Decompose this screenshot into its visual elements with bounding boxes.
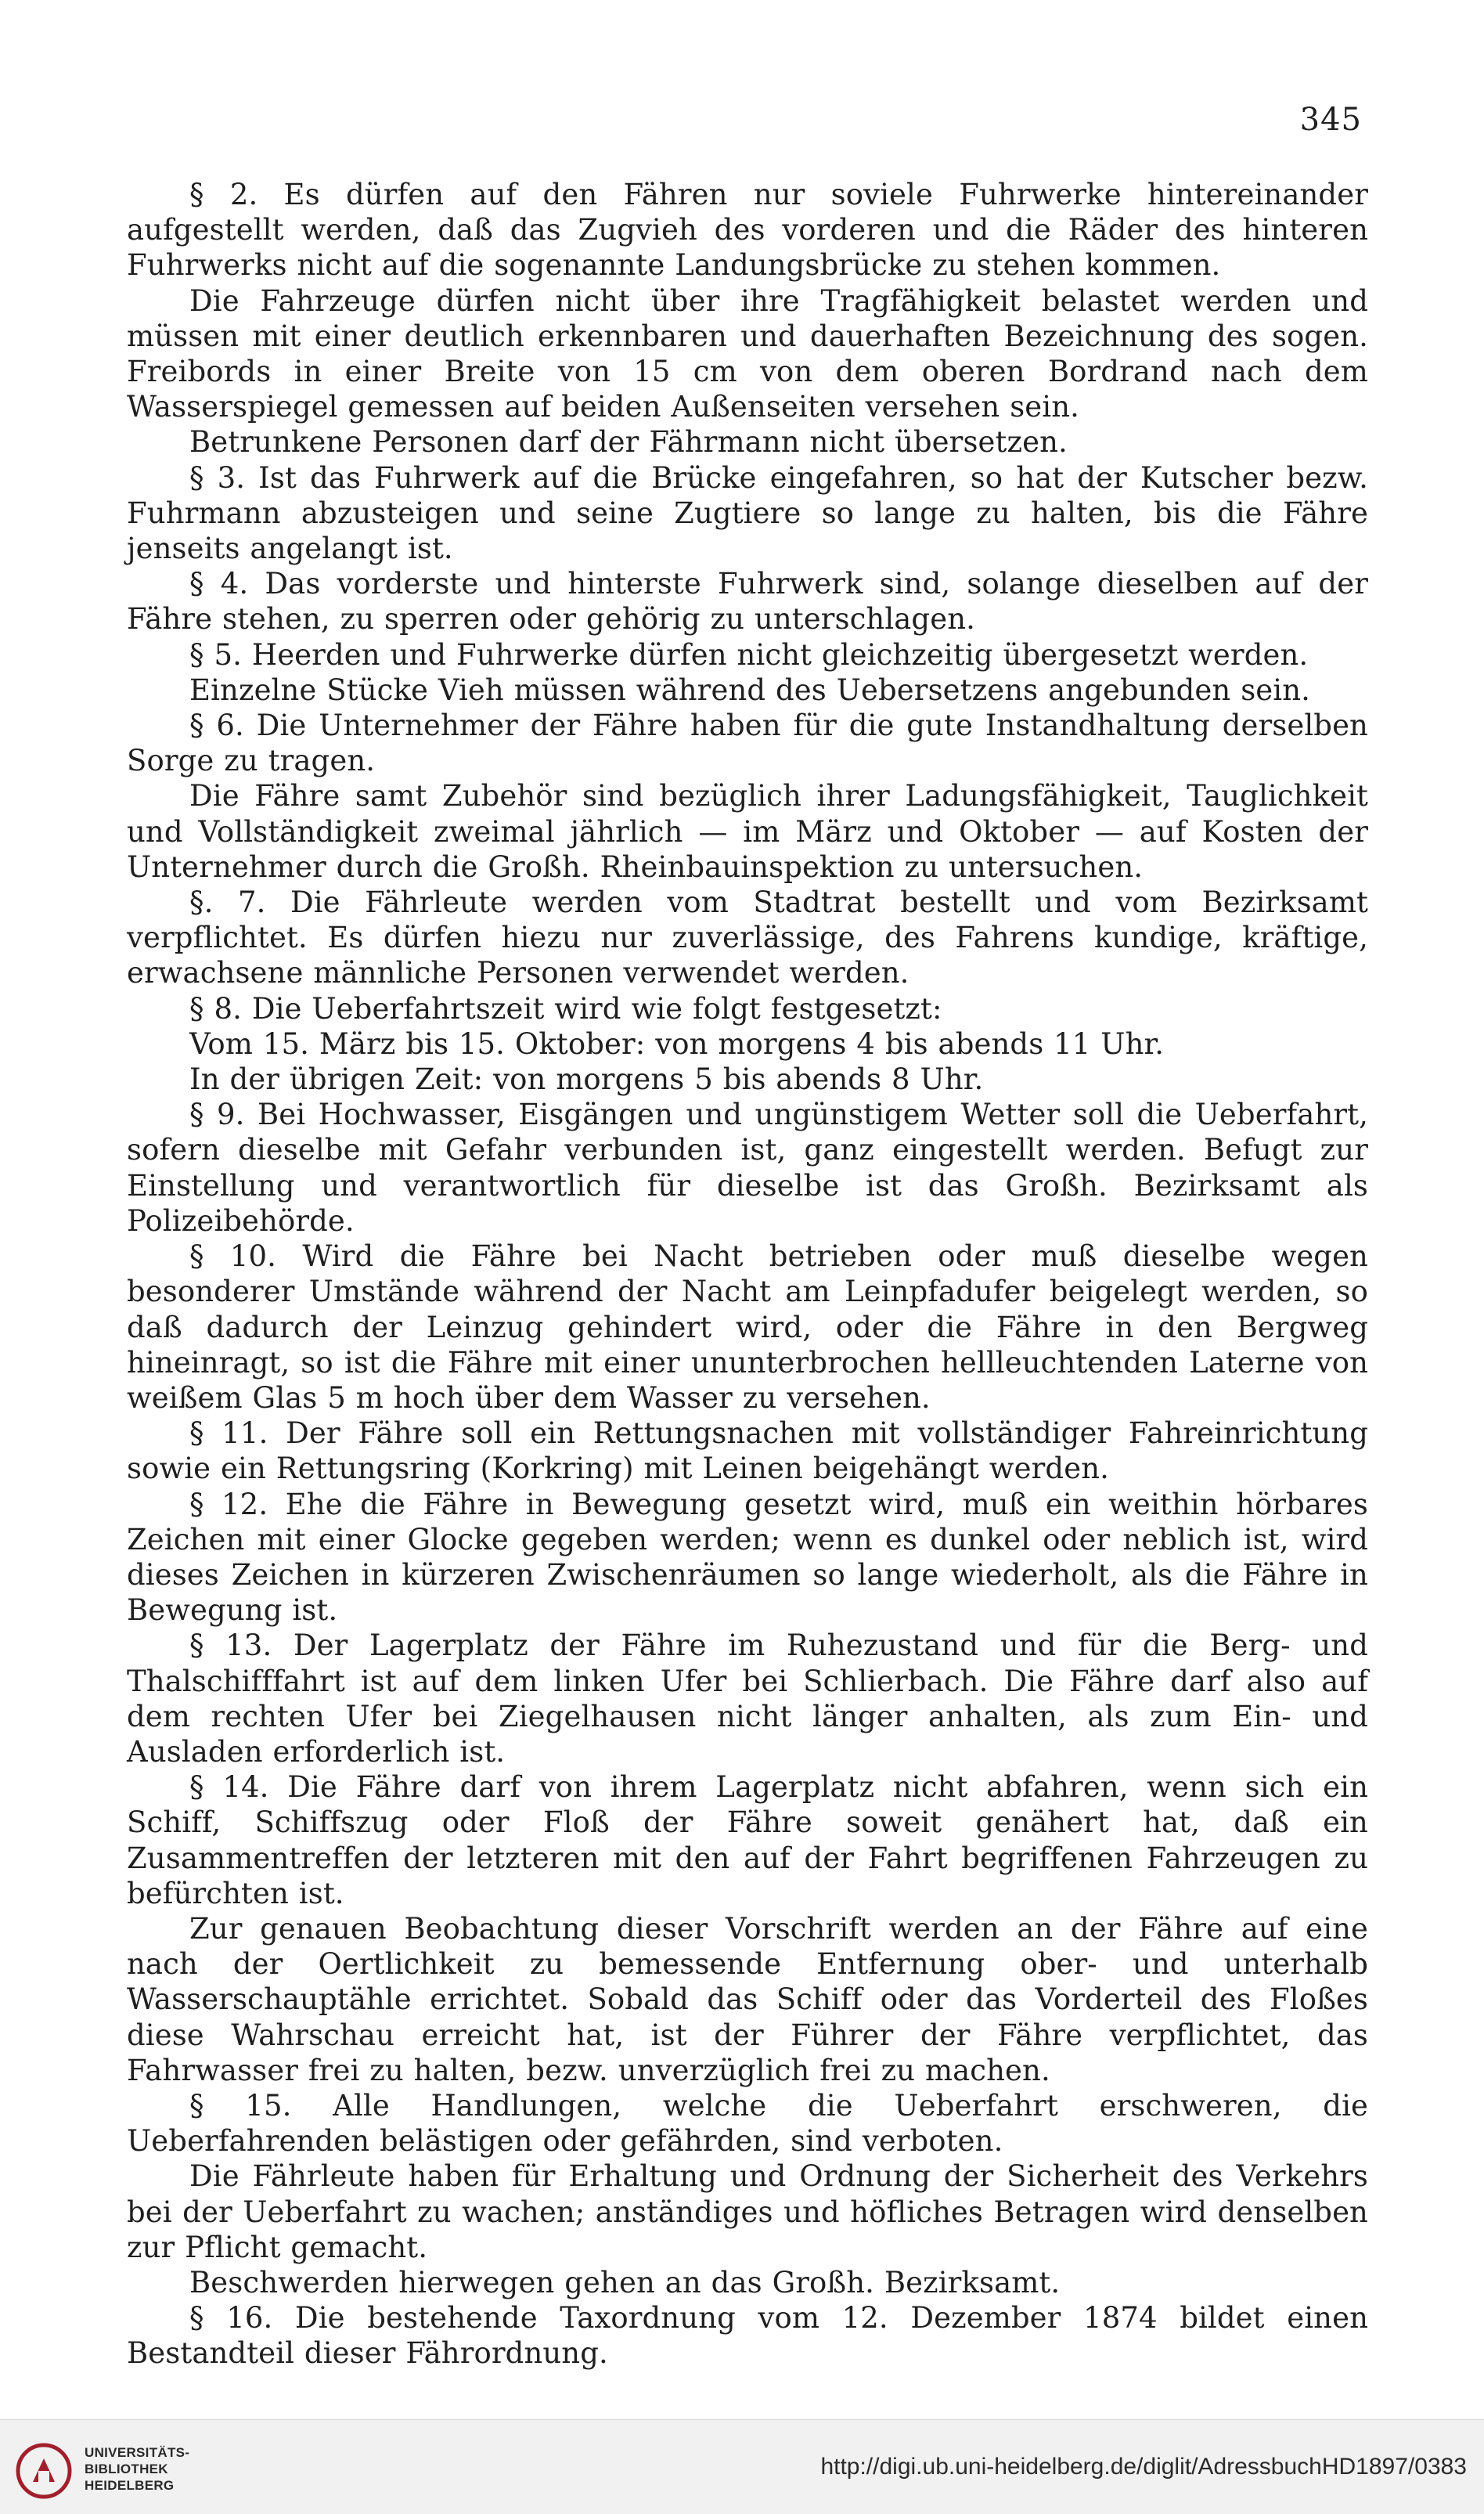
library-name-line: HEIDELBERG (85, 2478, 175, 2493)
library-name (85, 2444, 189, 2494)
paragraph-par-14: § 14. Die Fähre darf von ihrem Lagerplatz nicht abfahren, wenn sich ein Schiff, Schiffszug oder Floß der Fähre soweit genähert hat, daß ein Zusammentreffen der letzteren mit den auf der Fahrt begriffenen Fahrzeugen zu befürchten ist. (127, 1770, 1368, 1910)
paragraph-par-7: §. 7. Die Fährleute werden vom Stadtrat bestellt und vom Bezirksamt verpflichtet. Es dürfen hiezu nur zuverlässige, des Fahrens kundige, kräftige, erwachsene männliche Personen verwendet werden. (127, 885, 1368, 990)
paragraph-par-6: § 6. Die Unternehmer der Fähre haben für die gute Instandhaltung derselben Sorge zu tragen. (127, 709, 1368, 778)
paragraph-par-11: § 11. Der Fähre soll ein Rettungsnachen mit vollständiger Fahreinrichtung sowie ein Rettungsring (Korkring) mit Leinen beigehängt werden. (127, 1416, 1368, 1486)
paragraph-par-15: § 15. Alle Handlungen, welche die Ueberfahrt erschweren, die Ueberfahrenden belästigen oder gefährden, sind verboten. (127, 2088, 1368, 2159)
library-name-line: UNIVERSITÄTS- (85, 2445, 190, 2460)
source-url[interactable]: http://digi.ub.uni-heidelberg.de/diglit/AdressbuchHD1897/0383 (820, 2454, 1467, 2480)
paragraph-inspection: Die Fähre samt Zubehör sind bezüglich ihrer Ladungsfähigkeit, Tauglichkeit und Vollständigkeit zweimal jährlich — im März und Oktober — auf Kosten der Unternehmer durch die Großh. Rheinbauinspektion zu untersuchen. (127, 779, 1368, 884)
paragraph-par-13: § 13. Der Lagerplatz der Fähre im Ruhezustand und für die Berg- und Thalschifffahrt ist auf dem linken Ufer bei Schlierbach. Die Fähre darf also auf dem rechten Ufer bei Ziegelhausen nicht länger anhalten, als zum Ein- und Ausladen erforderlich ist. (127, 1629, 1368, 1769)
library-name-line: BIBLIOTHEK (85, 2462, 168, 2476)
paragraph-par-5: § 5. Heerden und Fuhrwerke dürfen nicht gleichzeitig übergesetzt werden. (189, 637, 1309, 672)
paragraph-vehicles-load: Die Fahrzeuge dürfen nicht über ihre Tragfähigkeit belastet werden und müssen mit einer deutlich erkennbaren und dauerhaften Bezeichnung des sogen. Freibords in einer Breite von 15 cm von dem oberen Bordrand nach dem Wasserspiegel gemessen auf beiden Außenseiten versehen sein. (127, 283, 1368, 424)
library-logo-icon (14, 2441, 74, 2501)
paragraph-drunk-persons: Betrunkene Personen darf der Fährmann nicht übersetzen. (189, 425, 1068, 460)
paragraph-livestock: Einzelne Stücke Vieh müssen während des Uebersetzens angebunden sein. (189, 673, 1311, 707)
paragraph-par-9: § 9. Bei Hochwasser, Eisgängen und ungünstigem Wetter soll die Ueberfahrt, sofern dieselbe mit Gefahr verbunden ist, ganz eingestellt werden. Befugt zur Einstellung und verantwortlich für dieselbe ist das Großh. Bezirksamt als Polizeibehörde. (127, 1098, 1368, 1238)
paragraph-ferrymen-duty: Die Fährleute haben für Erhaltung und Ordnung der Sicherheit des Verkehrs bei der Ueberfahrt zu wachen; anständiges und höfliches Betragen wird denselben zur Pflicht gemacht. (127, 2159, 1368, 2264)
paragraph-par-3: § 3. Ist das Fuhrwerk auf die Brücke eingefahren, so hat der Kutscher bezw. Fuhrmann abzusteigen und seine Zugtiere so lange zu halten, bis die Fähre jenseits angelangt ist. (127, 460, 1368, 566)
paragraph-par-4: § 4. Das vorderste und hinterste Fuhrwerk sind, solange dieselben auf der Fähre stehen, zu sperren oder gehörig zu unterschlagen. (127, 567, 1368, 637)
paragraph-par-12: § 12. Ehe die Fähre in Bewegung gesetzt wird, muß ein weithin hörbares Zeichen mit einer Glocke gegeben werden; wenn es dunkel oder neblich ist, wird dieses Zeichen in kürzeren Zwischenräumen so lange wiederholt, als die Fähre in Bewegung ist. (127, 1487, 1368, 1628)
paragraph-par-8: § 8. Die Ueberfahrtszeit wird wie folgt festgesetzt: (189, 991, 942, 1026)
paragraph-par-10: § 10. Wird die Fähre bei Nacht betrieben oder muß dieselbe wegen besonderer Umstände während der Nacht am Leinpfadufer beigelegt werden, so daß dadurch der Leinzug gehindert wird, oder die Fähre in den Bergweg hineinragt, so ist die Fähre mit einer ununterbrochen hellleuchtenden Laterne von weißem Glas 5 m hoch über dem Wasser zu versehen. (127, 1239, 1368, 1415)
paragraph-complaints: Beschwerden hierwegen gehen an das Großh. Bezirksamt. (189, 2265, 1061, 2299)
paragraph-other-hours: In der übrigen Zeit: von morgens 5 bis abends 8 Uhr. (189, 1062, 984, 1097)
page-number: 345 (1299, 102, 1362, 138)
paragraph-summer-hours: Vom 15. März bis 15. Oktober: von morgens 4 bis abends 11 Uhr. (189, 1026, 1165, 1061)
paragraph-par-16: § 16. Die bestehende Taxordnung vom 12. Dezember 1874 bildet einen Bestandteil dieser Fährordnung. (127, 2301, 1368, 2371)
document-body (127, 177, 1368, 2372)
paragraph-warning-posts: Zur genauen Beobachtung dieser Vorschrift werden an der Fähre auf eine nach der Oertlichkeit zu bemessende Entfernung ober- und unterhalb Wasserschauptähle errichtet. Sobald das Schiff oder das Vorderteil des Floßes diese Wahrschau erreicht hat, ist der Führer der Fähre verpflichtet, das Fahrwasser frei zu halten, bezw. unverzüglich frei zu machen. (127, 1911, 1368, 2087)
paragraph-par-2: § 2. Es dürfen auf den Fähren nur soviele Fuhrwerke hintereinander aufgestellt werden, daß das Zugvieh des vorderen und die Räder des hinteren Fuhrwerks nicht auf die sogenannte Landungsbrücke zu stehen kommen. (127, 178, 1368, 283)
